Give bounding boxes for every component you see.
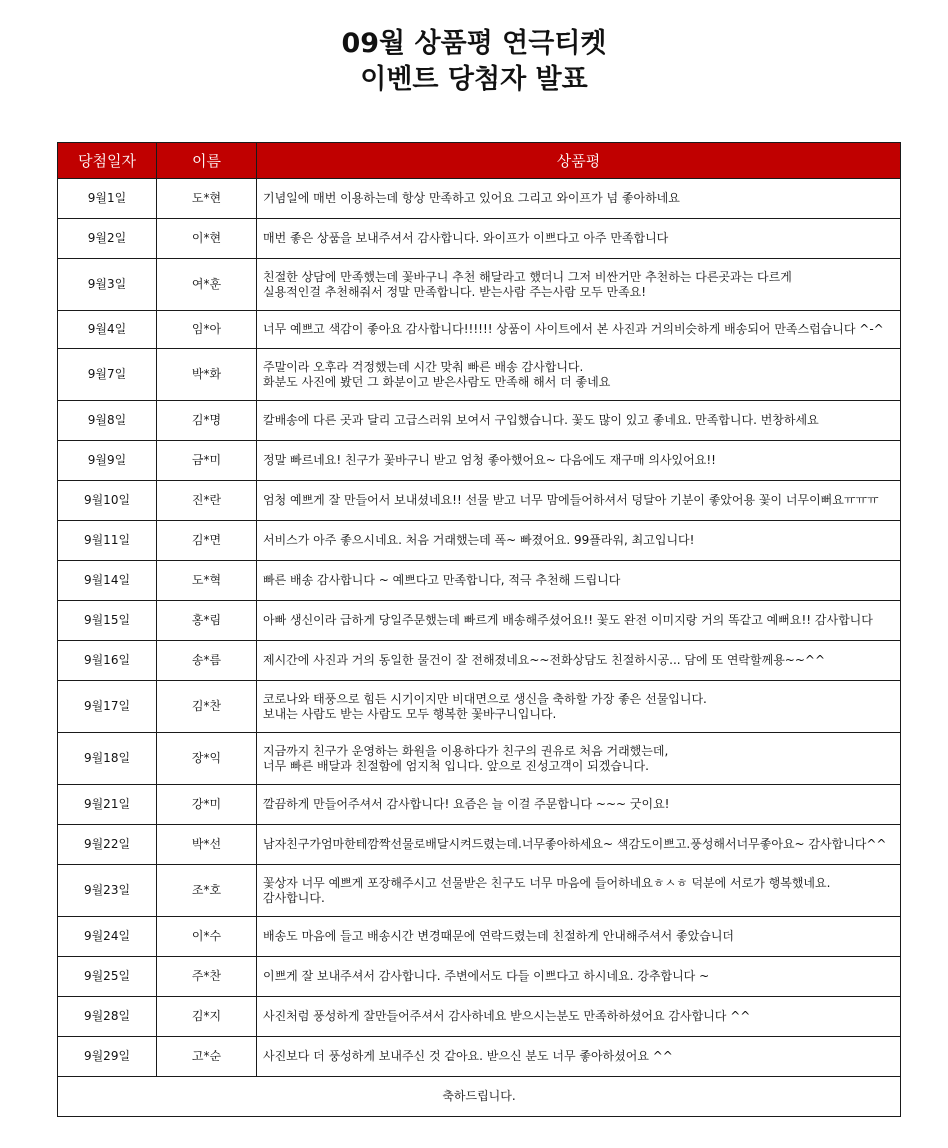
table-footer-row <box>58 1077 901 1117</box>
winner-name: 이*현 <box>157 219 257 259</box>
winner-review: 사진보다 더 풍성하게 보내주신 것 같아요. 받으신 분도 너무 좋아하셨어요 ^^ <box>257 1037 901 1077</box>
winner-name: 임*아 <box>157 311 257 349</box>
winner-review: 매번 좋은 상품을 보내주셔서 감사합니다. 와이프가 이쁘다고 아주 만족합니다 <box>257 219 901 259</box>
winner-date: 9월3일 <box>58 259 157 311</box>
winner-name: 김*면 <box>157 521 257 561</box>
table-row <box>58 401 901 441</box>
title-line-1: 09월 상품평 연극티켓 <box>341 28 607 59</box>
header-name: 이름 <box>157 143 257 179</box>
winner-review: 지금까지 친구가 운영하는 화원을 이용하다가 친구의 권유로 처음 거래했는데, 너무 빠른 배달과 친절함에 엄지척 입니다. 앞으로 진성고객이 되겠습니다. <box>257 733 901 785</box>
winner-name: 김*지 <box>157 997 257 1037</box>
winner-name: 금*미 <box>157 441 257 481</box>
table-row <box>58 641 901 681</box>
congratulations-text: 축하드립니다. <box>58 1077 901 1117</box>
title-line-2: 이벤트 당첨자 발표 <box>360 64 588 95</box>
winner-date: 9월14일 <box>58 561 157 601</box>
winner-date: 9월2일 <box>58 219 157 259</box>
winner-name: 도*현 <box>157 179 257 219</box>
winner-date: 9월29일 <box>58 1037 157 1077</box>
winner-review: 빠른 배송 감사합니다 ~ 예쁘다고 만족합니다, 적극 추천해 드립니다 <box>257 561 901 601</box>
winner-review: 서비스가 아주 좋으시네요. 처음 거래했는데 폭~ 빠졌어요. 99플라워, 최고입니다! <box>257 521 901 561</box>
table-row <box>58 311 901 349</box>
winner-name: 강*미 <box>157 785 257 825</box>
winner-review: 깔끔하게 만들어주셔서 감사합니다! 요즘은 늘 이걸 주문합니다 ~~~ 굿이요! <box>257 785 901 825</box>
winner-date: 9월7일 <box>58 349 157 401</box>
winner-review: 남자친구가엄마한테깜짝선물로배달시켜드렸는데.너무좋아하세요~ 색감도이쁘고.풍성해서너무좋아요~ 감사합니다^^ <box>257 825 901 865</box>
winner-review: 배송도 마음에 들고 배송시간 변경때문에 연락드렸는데 친절하게 안내해주셔서 좋았습니더 <box>257 917 901 957</box>
winners-table <box>57 142 901 1117</box>
winner-date: 9월15일 <box>58 601 157 641</box>
table-row <box>58 865 901 917</box>
winner-date: 9월24일 <box>58 917 157 957</box>
winner-review: 친절한 상담에 만족했는데 꽃바구니 추천 해달라고 했더니 그저 비싼거만 추천하는 다른곳과는 다르게 실용적인걸 추천해줘서 정말 만족합니다. 받는사람 주는사람 모두 만족요! <box>257 259 901 311</box>
header-date: 당첨일자 <box>58 143 157 179</box>
winner-name: 도*혁 <box>157 561 257 601</box>
winner-review: 사진처럼 풍성하게 잘만들어주셔서 감사하네요 받으시는분도 만족하하셨어요 감사합니다 ^^ <box>257 997 901 1037</box>
page-title <box>0 26 948 98</box>
winner-name: 장*익 <box>157 733 257 785</box>
winner-review: 코로나와 태풍으로 힘든 시기이지만 비대면으로 생신을 축하할 가장 좋은 선물입니다. 보내는 사람도 받는 사람도 모두 행복한 꽃바구니입니다. <box>257 681 901 733</box>
winner-name: 홍*림 <box>157 601 257 641</box>
winner-name: 여*훈 <box>157 259 257 311</box>
table-row <box>58 481 901 521</box>
winner-review: 칼배송에 다른 곳과 달리 고급스러워 보여서 구입했습니다. 꽃도 많이 있고 좋네요. 만족합니다. 번창하세요 <box>257 401 901 441</box>
winner-date: 9월8일 <box>58 401 157 441</box>
winner-date: 9월9일 <box>58 441 157 481</box>
winner-name: 고*순 <box>157 1037 257 1077</box>
winner-review: 엄청 예쁘게 잘 만들어서 보내셨네요!! 선물 받고 너무 맘에들어하셔서 덩달아 기분이 좋았어용 꽃이 너무이뻐요ㅠㅠㅠ <box>257 481 901 521</box>
winner-name: 박*화 <box>157 349 257 401</box>
winner-date: 9월11일 <box>58 521 157 561</box>
winner-review: 이쁘게 잘 보내주셔서 감사합니다. 주변에서도 다들 이쁘다고 하시네요. 강추합니다 ~ <box>257 957 901 997</box>
table-row <box>58 733 901 785</box>
table-row <box>58 825 901 865</box>
winner-date: 9월16일 <box>58 641 157 681</box>
winner-date: 9월18일 <box>58 733 157 785</box>
table-row <box>58 561 901 601</box>
winner-review: 정말 빠르네요! 친구가 꽃바구니 받고 엄청 좋아했어요~ 다음에도 재구매 의사있어요!! <box>257 441 901 481</box>
winner-date: 9월10일 <box>58 481 157 521</box>
winner-date: 9월17일 <box>58 681 157 733</box>
table-header-row <box>58 143 901 179</box>
table-row <box>58 601 901 641</box>
winner-name: 진*란 <box>157 481 257 521</box>
table-row <box>58 179 901 219</box>
winner-name: 박*선 <box>157 825 257 865</box>
winner-name: 조*호 <box>157 865 257 917</box>
winner-name: 송*름 <box>157 641 257 681</box>
table-row <box>58 681 901 733</box>
winner-review: 꽃상자 너무 예쁘게 포장해주시고 선물받은 친구도 너무 마음에 들어하네요ㅎㅅㅎ 덕분에 서로가 행복했네요. 감사합니다. <box>257 865 901 917</box>
table-row <box>58 1037 901 1077</box>
winner-name: 이*수 <box>157 917 257 957</box>
table-row <box>58 997 901 1037</box>
table-row <box>58 521 901 561</box>
header-review: 상품평 <box>257 143 901 179</box>
winner-name: 김*명 <box>157 401 257 441</box>
table-row <box>58 785 901 825</box>
table-row <box>58 219 901 259</box>
winner-date: 9월23일 <box>58 865 157 917</box>
table-row <box>58 259 901 311</box>
winner-date: 9월28일 <box>58 997 157 1037</box>
table-row <box>58 917 901 957</box>
winner-name: 주*찬 <box>157 957 257 997</box>
table-row <box>58 349 901 401</box>
winner-review: 제시간에 사진과 거의 동일한 물건이 잘 전해졌네요~~전화상담도 친절하시공... 담에 또 연락할께용~~^^ <box>257 641 901 681</box>
winner-review: 아빠 생신이라 급하게 당일주문했는데 빠르게 배송해주셨어요!! 꽃도 완전 이미지랑 거의 똑같고 예뻐요!! 감사합니다 <box>257 601 901 641</box>
winner-review: 너무 예쁘고 색감이 좋아요 감사합니다!!!!!! 상품이 사이트에서 본 사진과 거의비슷하게 배송되어 만족스럽습니다 ^-^ <box>257 311 901 349</box>
winner-name: 김*찬 <box>157 681 257 733</box>
table-row <box>58 441 901 481</box>
winner-date: 9월22일 <box>58 825 157 865</box>
winner-date: 9월21일 <box>58 785 157 825</box>
winner-date: 9월25일 <box>58 957 157 997</box>
winner-date: 9월4일 <box>58 311 157 349</box>
winner-date: 9월1일 <box>58 179 157 219</box>
winner-review: 기념일에 매번 이용하는데 항상 만족하고 있어요 그리고 와이프가 넘 좋아하네요 <box>257 179 901 219</box>
winner-review: 주말이라 오후라 걱정했는데 시간 맞춰 빠른 배송 감사합니다. 화분도 사진에 봤던 그 화분이고 받은사람도 만족해 해서 더 좋네요 <box>257 349 901 401</box>
table-row <box>58 957 901 997</box>
